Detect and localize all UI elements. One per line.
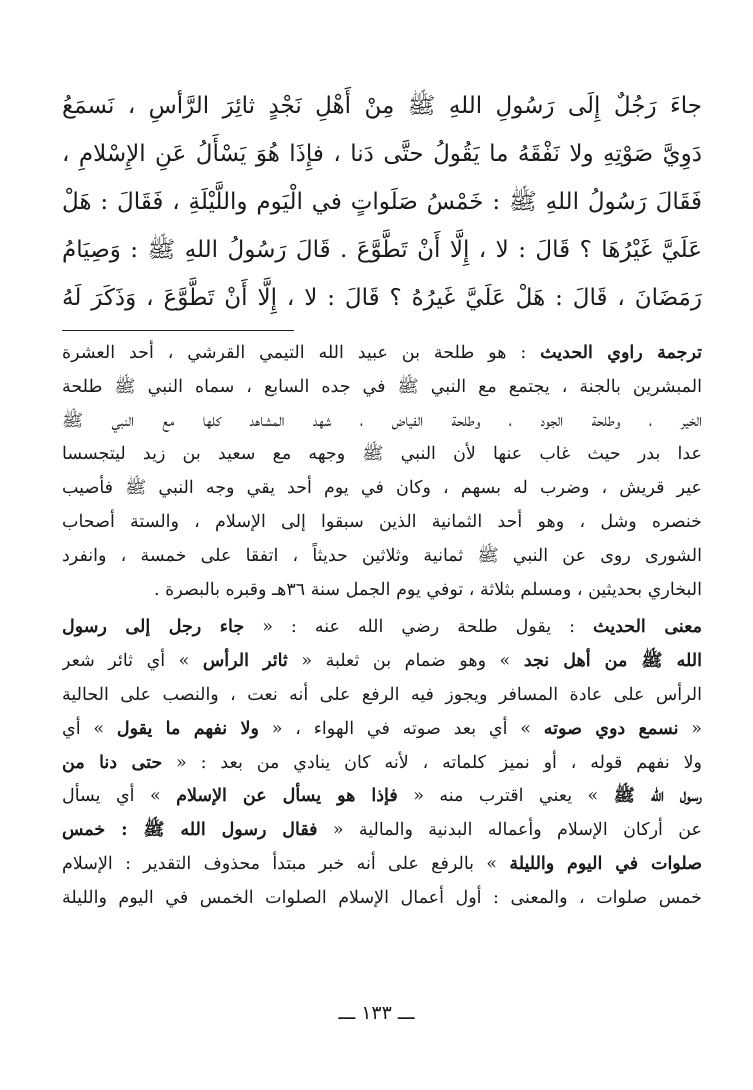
meaning-line: « نسمع دوي صوته » أي بعد صوته في الهواء ، « ولا نفهم ما يقول » أي xyxy=(62,718,702,739)
meaning-line: الله ﷺ من أهل نجد » وهو ضمام بن ثعلبة « ثائر الرأس » أي ثائر شعر xyxy=(62,651,702,672)
narrator-line: خنصره وشل ، وهو أحد الثمانية الذين سبقوا إلى الإسلام ، والستة أصحاب xyxy=(62,511,702,532)
narrator-line: الشورى روى عن النبي ﷺ ثمانية وثلاثين حديثاً ، اتفقا على خمسة ، وانفرد xyxy=(62,545,702,566)
meaning-line: ولا نفهم قوله ، أو نميز كلماته ، لأنه كان ينادي من بعد : « حتى دنا من xyxy=(62,752,702,773)
page-body xyxy=(62,82,702,916)
footnote-divider xyxy=(62,330,294,331)
hadith-text xyxy=(62,82,702,322)
narrator-line: عدا بدر حيث غاب عنها لأن النبي ﷺ وجهه مع سعيد بن زيد ليتجسسا xyxy=(62,444,702,465)
narrator-line: البخاري بحديثين ، ومسلم بثلاثة ، توفي يوم الجمل سنة ٣٦هـ وقبره بالبصرة . xyxy=(154,579,702,600)
hadith-line: عَلَيَّ غَيْرُهَا ؟ قَالَ : لا ، إِلَّا أَنْ تَطَّوَّعَ . قَالَ رَسُولُ اللهِ ﷺ : وَصِيَامُ xyxy=(62,237,702,263)
hadith-line: جاءَ رَجُلٌ إِلَى رَسُولِ اللهِ ﷺ مِنْ أَهْلِ نَجْدٍ ثائِرَ الرَّأسِ ، نَسمَعُ xyxy=(62,93,702,119)
hadith-line: فَقَالَ رَسُولُ اللهِ ﷺ : خَمْسُ صَلَواتٍ في الْيَوم واللَّيْلَةِ ، فَقَالَ : هَلْ xyxy=(62,189,702,215)
hadith-meaning xyxy=(62,611,702,915)
meaning-line: صلوات في اليوم والليلة » بالرفع على أنه خبر مبتدأ محذوف التقدير : الإسلام xyxy=(62,853,702,874)
hadith-line: دَوِيَّ صَوْتِهِ ولا نَفْقَهُ ما يَقُولُ حتَّى دَنا ، فإِذَا هُوَ يَسْأَلُ عَنِ الإِسْلامِ ، xyxy=(62,141,702,167)
meaning-line: رسول الله ﷺ » يعني اقترب منه « فإذا هو يسأل عن الإسلام » أي يسأل xyxy=(62,786,702,807)
meaning-line: عن أركان الإسلام وأعماله البدنية والمالية « فقال رسول الله ﷺ : خمس xyxy=(62,820,702,841)
meaning-line: معنى الحديث : يقول طلحة رضي الله عنه : « جاء رجل إلى رسول xyxy=(62,617,702,638)
meaning-heading: معنى الحديث xyxy=(593,617,702,638)
page-number: ـــ ١٣٣ ـــ xyxy=(338,1002,415,1024)
meaning-line: خمس صلوات ، والمعنى : أول أعمال الإسلام الصلوات الخمس في اليوم والليلة xyxy=(62,887,702,908)
narrator-line: ترجمة راوي الحديث : هو طلحة بن عبيد الله التيمي القرشي ، أحد العشرة xyxy=(62,343,702,363)
narrator-biography xyxy=(62,337,702,607)
narrator-line: عير قريش ، وضرب له بسهم ، وكان في يوم أحد يقي وجه النبي ﷺ فأصيب xyxy=(62,478,702,499)
narrator-heading: ترجمة راوي الحديث xyxy=(540,343,702,363)
narrator-line: الخير ، وطلحة الجود ، وطلحة الفياض ، شهد المشاهد كلها مع النبي ﷺ xyxy=(62,410,702,431)
meaning-line: الرأس على عادة المسافر ويجوز فيه الرفع على أنه نعت ، والنصب على الحالية xyxy=(62,684,702,705)
hadith-line: رَمَضَانَ ، قَالَ : هَلْ عَلَيَّ غَيرُهُ ؟ قَالَ : لا ، إِلَّا أَنْ تَطَّوَّعَ ، وَذَكَرَ لَهُ xyxy=(62,285,702,311)
narrator-line: المبشرين بالجنة ، يجتمع مع النبي ﷺ في جده السابع ، سماه النبي ﷺ طلحة xyxy=(62,376,702,397)
